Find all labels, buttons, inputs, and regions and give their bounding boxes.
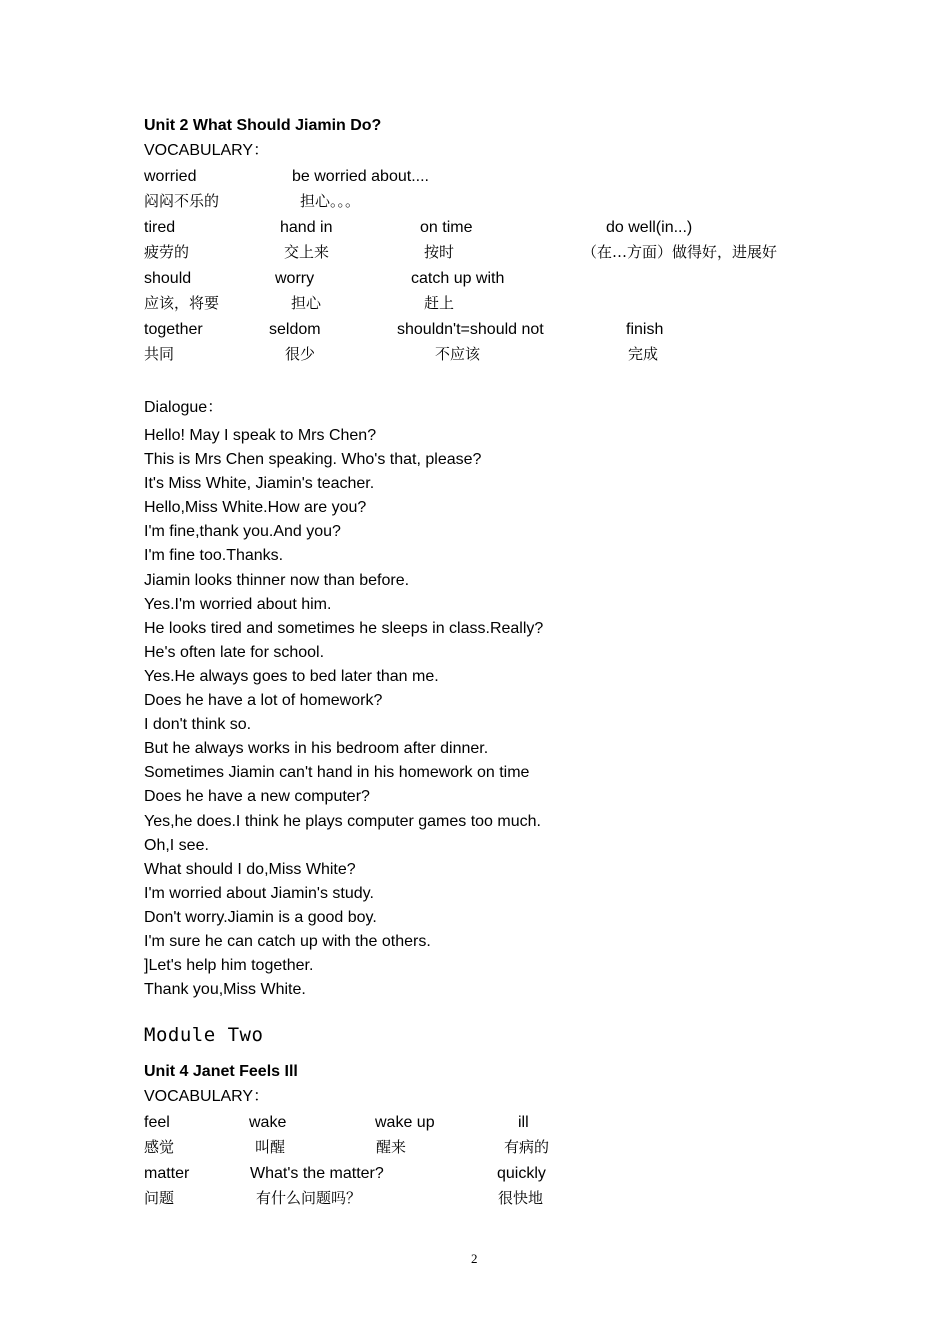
unit4-vocab-label: VOCABULARY： (144, 1088, 270, 1105)
dialogue-line: Yes.I'm worried about him. (144, 595, 332, 613)
vocab-word: hand in (280, 219, 333, 236)
vocab-word: tired (144, 219, 176, 236)
vocab-meaning: 感觉 (144, 1138, 175, 1156)
vocab-word: What's the matter? (250, 1165, 384, 1182)
vocab-meaning: 不应该 (435, 345, 481, 363)
dialogue-line: It's Miss White, Jiamin's teacher. (144, 475, 375, 493)
vocab-word: finish (626, 321, 664, 338)
vocab-meaning: 有病的 (504, 1138, 550, 1156)
vocab-meaning: 应该，将要 (144, 294, 220, 312)
vocab-meaning: （在…方面）做得好，进展好 (582, 243, 778, 261)
dialogue-line: He's often late for school. (144, 643, 325, 661)
dialogue-line: I'm fine,thank you.And you? (144, 523, 341, 541)
dialogue-line: Oh,I see. (144, 836, 209, 854)
vocab-word: worry (275, 270, 315, 287)
vocab-word: worried (144, 168, 197, 185)
vocab-word: do well(in...) (606, 219, 693, 236)
vocab-meaning: 很少 (285, 345, 316, 363)
vocab-meaning: 疲劳的 (144, 243, 190, 261)
vocab-meaning: 完成 (628, 345, 659, 363)
vocab-word: feel (144, 1114, 170, 1131)
vocab-meaning: 担心 (291, 294, 322, 312)
vocab-meaning: 醒来 (376, 1138, 407, 1156)
page-number: 2 (471, 1251, 478, 1266)
vocab-word: ill (518, 1114, 529, 1131)
unit4-title: Unit 4 Janet Feels Ill (144, 1063, 298, 1080)
dialogue-line: He looks tired and sometimes he sleeps in class.Really? (144, 619, 544, 637)
vocab-meaning: 赶上 (424, 294, 455, 312)
vocab-word: wake (249, 1114, 287, 1131)
vocab-word: shouldn't=should not (397, 321, 544, 338)
dialogue-line: Yes,he does.I think he plays computer games too much. (144, 812, 541, 830)
dialogue-line: But he always works in his bedroom after dinner. (144, 740, 489, 758)
vocab-word: be worried about.... (292, 168, 429, 185)
dialogue-line: Don't worry.Jiamin is a good boy. (144, 908, 377, 926)
dialogue (144, 424, 543, 1002)
vocab-word: wake up (375, 1114, 435, 1131)
vocab-word: matter (144, 1165, 190, 1182)
dialogue-line: Sometimes Jiamin can't hand in his homework on time (144, 764, 530, 782)
vocab-meaning: 闷闷不乐的 (144, 192, 220, 210)
dialogue-line: I'm sure he can catch up with the others. (144, 932, 431, 950)
module-title: Module Two (144, 1024, 264, 1046)
dialogue-line: This is Mrs Chen speaking. Who's that, please? (144, 451, 482, 469)
vocab-word: quickly (497, 1165, 546, 1182)
vocab-meaning: 担心。。。 (300, 192, 361, 210)
dialogue-line: Jiamin looks thinner now than before. (144, 571, 410, 589)
vocab-meaning: 按时 (424, 243, 455, 261)
unit2-title: Unit 2 What Should Jiamin Do? (144, 117, 382, 134)
vocab-word: together (144, 321, 203, 338)
dialogue-line: Does he have a lot of homework? (144, 692, 383, 710)
dialogue-label: Dialogue： (144, 399, 224, 416)
dialogue-line: Does he have a new computer? (144, 788, 370, 806)
dialogue-line: What should I do,Miss White? (144, 860, 356, 878)
vocab-meaning: 问题 (144, 1189, 175, 1207)
vocab-meaning: 叫醒 (255, 1138, 286, 1156)
dialogue-line: I don't think so. (144, 716, 252, 734)
vocab-meaning: 有什么问题吗？ (256, 1189, 362, 1207)
vocab-word: catch up with (411, 270, 505, 287)
dialogue-line: I'm fine too.Thanks. (144, 547, 284, 565)
dialogue-line: ]Let's help him together. (144, 957, 314, 975)
vocab-meaning: 共同 (144, 345, 175, 363)
vocab-meaning: 交上来 (284, 243, 330, 261)
dialogue-line: Yes.He always goes to bed later than me. (144, 667, 439, 685)
dialogue-line: Hello,Miss White.How are you? (144, 499, 367, 517)
dialogue-line: Thank you,Miss White. (144, 981, 306, 999)
vocab-word: seldom (269, 321, 321, 338)
dialogue-line: I'm worried about Jiamin's study. (144, 884, 374, 902)
vocab-word: on time (420, 219, 473, 236)
vocab-meaning: 很快地 (498, 1189, 544, 1207)
dialogue-line: Hello! May I speak to Mrs Chen? (144, 427, 377, 444)
unit2-vocab-label: VOCABULARY： (144, 142, 270, 159)
vocab-word: should (144, 270, 192, 287)
